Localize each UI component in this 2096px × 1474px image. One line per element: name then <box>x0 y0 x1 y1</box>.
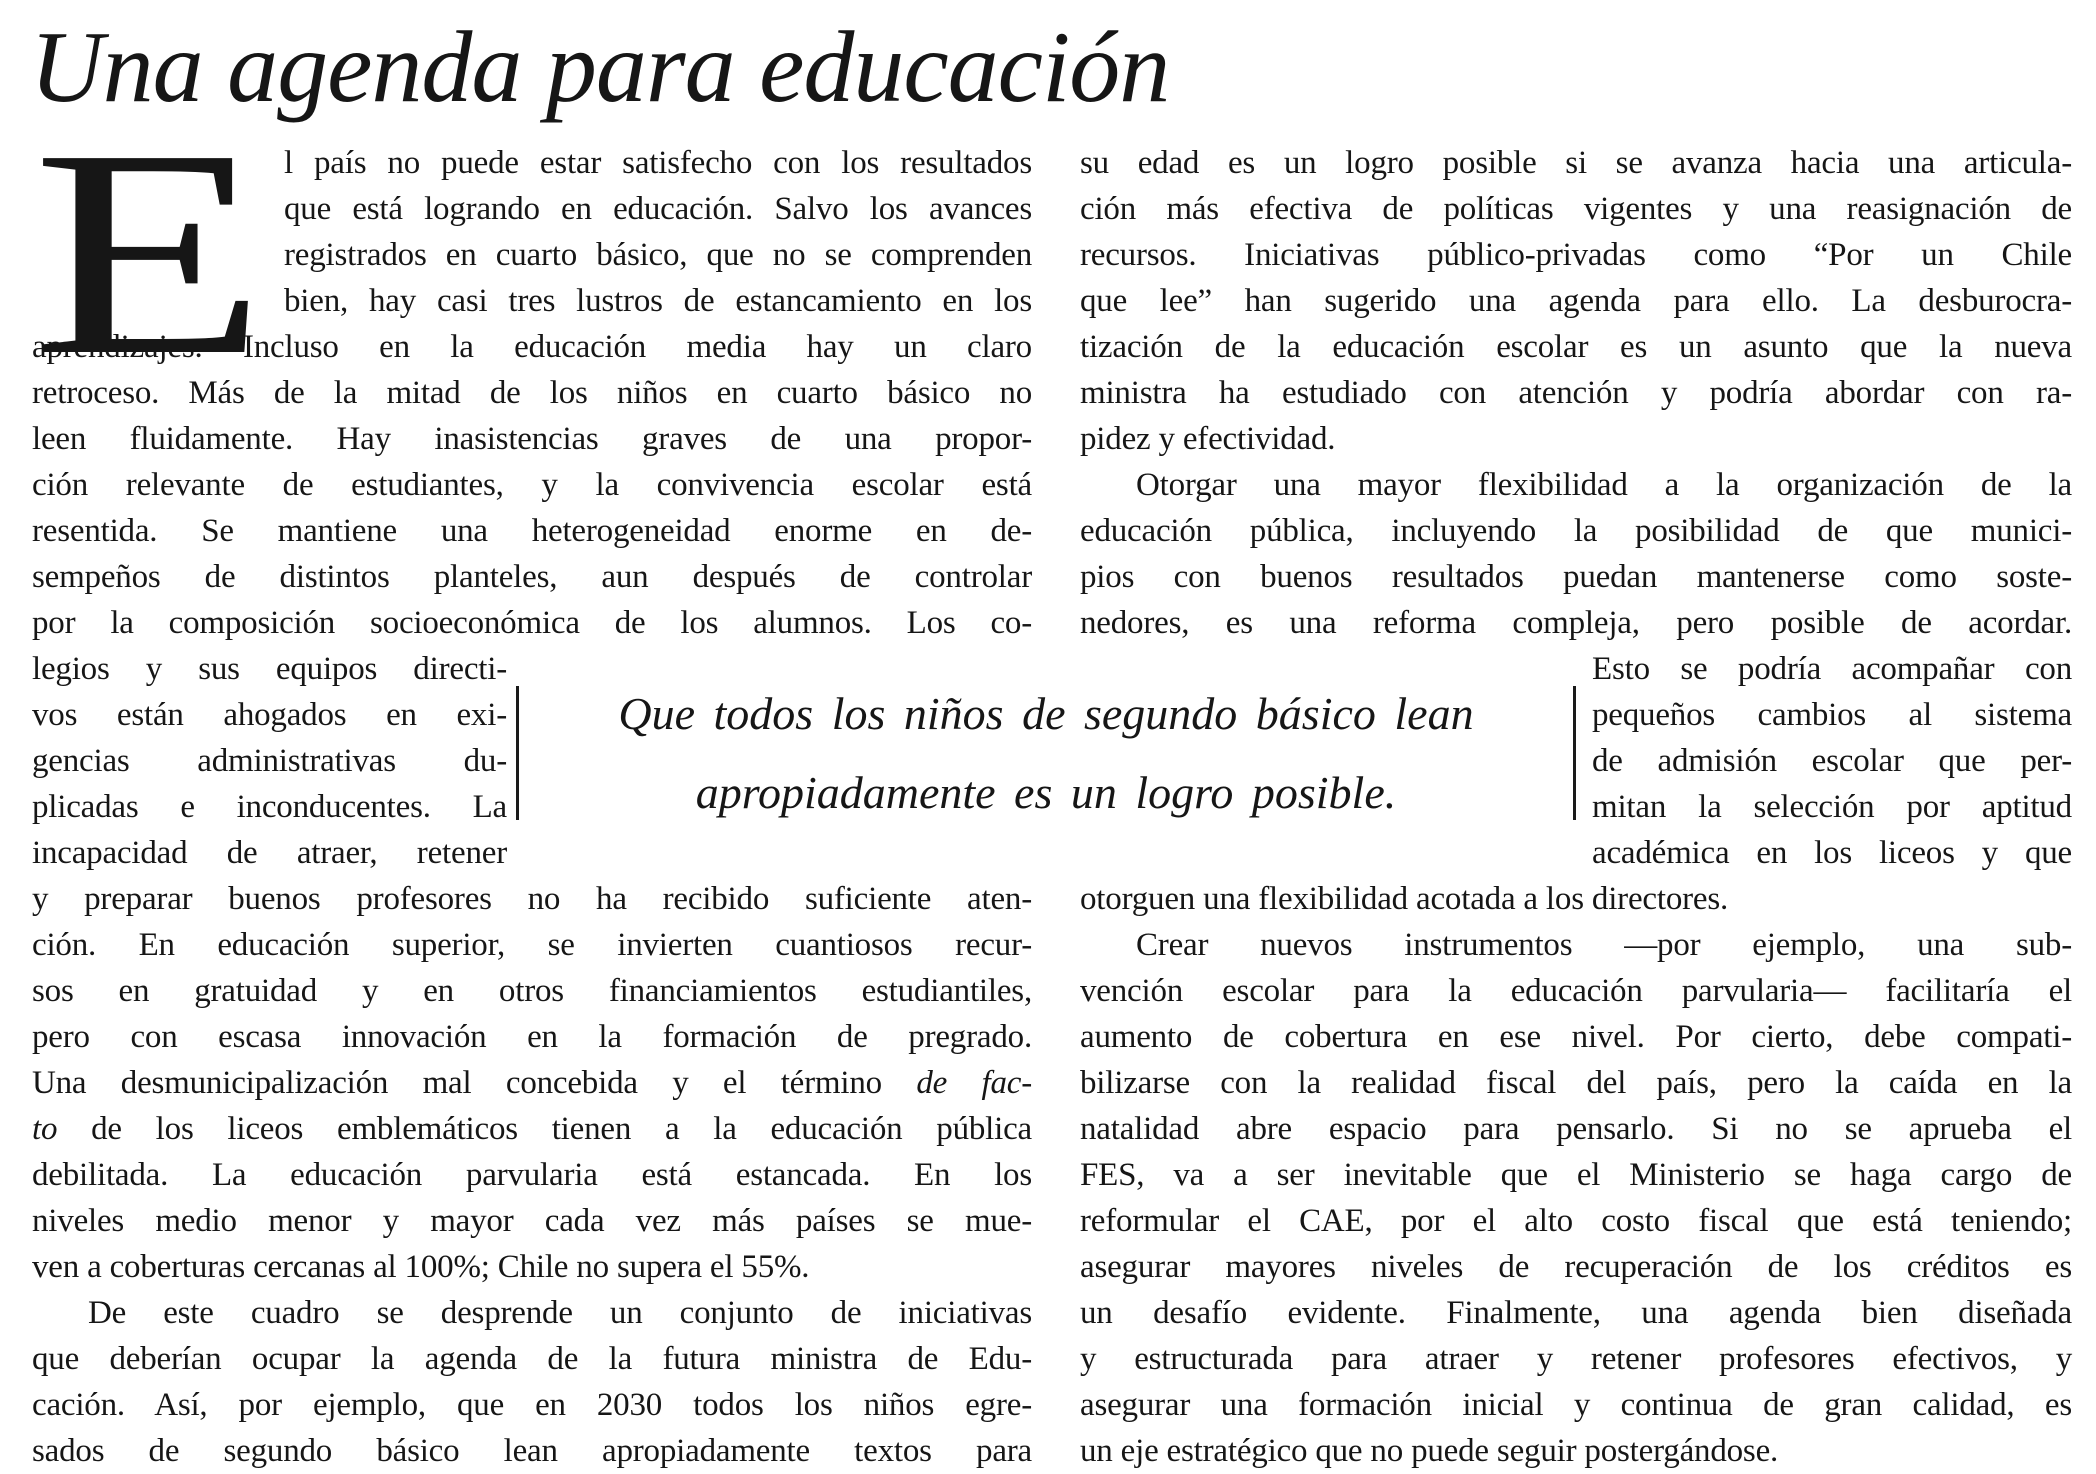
text-line: De este cuadro se desprende un conjunto de iniciativas <box>88 1295 1032 1331</box>
text-line: ción más efectiva de políticas vigentes y una reasignación de <box>1080 191 2072 227</box>
text-line: vención escolar para la educación parvularia— facilitaría el <box>1080 973 2072 1009</box>
text-line: ción relevante de estudiantes, y la convivencia escolar está <box>32 467 1032 503</box>
text-line: niveles medio menor y mayor cada vez más países se mue- <box>32 1203 1032 1239</box>
text-line: Otorgar una mayor flexibilidad a la organización de la <box>1136 467 2072 503</box>
pull-quote <box>516 686 1576 820</box>
text-line: académica en los liceos y que <box>1592 835 2072 871</box>
text-line: ción. En educación superior, se invierten cuantiosos recur- <box>32 927 1032 963</box>
text-line: l país no puede estar satisfecho con los resultados <box>284 145 1032 181</box>
paragraph-block <box>1080 876 2072 1474</box>
text-line: apropiadamente es un logro posible. <box>695 767 1397 818</box>
text-line: sempeños de distintos planteles, aun después de controlar <box>32 559 1032 595</box>
text-line: resentida. Se mantiene una heterogeneidad enorme en de- <box>32 513 1032 549</box>
text-line: Crear nuevos instrumentos —por ejemplo, una sub- <box>1136 927 2072 963</box>
text-line: otorguen una flexibilidad acotada a los directores. <box>1080 881 1729 917</box>
text-line: registrados en cuarto básico, que no se comprenden <box>284 237 1032 273</box>
text-line: de admisión escolar que per- <box>1592 743 2072 779</box>
text-line: su edad es un logro posible si se avanza hacia una articula- <box>1080 145 2072 181</box>
text-line: Que todos los niños de segundo básico lean <box>618 688 1474 739</box>
text-line: natalidad abre espacio para pensarlo. Si no se aprueba el <box>1080 1111 2072 1147</box>
text-line: y estructurada para atraer y retener profesores efectivos, y <box>1080 1341 2072 1377</box>
text-line: un desafío evidente. Finalmente, una agenda bien diseñada <box>1080 1295 2072 1331</box>
text-line: sados de segundo básico lean apropiadamente textos para <box>32 1433 1032 1469</box>
text-line: legios y sus equipos directi- <box>32 651 507 687</box>
text-line: plicadas e inconducentes. La <box>32 789 507 825</box>
text-line: to de los liceos emblemáticos tienen a la educación pública <box>32 1111 1032 1147</box>
text-line: FES, va a ser inevitable que el Ministerio se haga cargo de <box>1080 1157 2072 1193</box>
paragraph-block-wrapped <box>32 646 507 876</box>
text-line: asegurar mayores niveles de recuperación de los créditos es <box>1080 1249 2072 1285</box>
text-line: un eje estratégico que no puede seguir postergándose. <box>1080 1433 1779 1469</box>
text-line: que lee” han sugerido una agenda para ello. La desburocra- <box>1080 283 2072 319</box>
text-line: reformular el CAE, por el alto costo fiscal que está teniendo; <box>1080 1203 2072 1239</box>
text-line: pero con escasa innovación en la formación de pregrado. <box>32 1019 1032 1055</box>
text-line: nedores, es una reforma compleja, pero posible de acordar. <box>1080 605 2072 641</box>
text-line: incapacidad de atraer, retener <box>32 835 507 871</box>
text-line: sos en gratuidad y en otros financiamientos estudiantiles, <box>32 973 1032 1009</box>
text-line: asegurar una formación inicial y continua de gran calidad, es <box>1080 1387 2072 1423</box>
drop-cap <box>32 89 284 417</box>
text-line: pidez y efectividad. <box>1080 421 1336 457</box>
article-title: Una agenda para educación <box>30 11 1170 124</box>
text-line: leen fluidamente. Hay inasistencias graves de una propor- <box>32 421 1032 457</box>
drop-cap-letter: E <box>32 89 268 417</box>
paragraph-block <box>1080 140 2072 646</box>
paragraph-block <box>32 89 1032 646</box>
text-line: ministra ha estudiado con atención y podría abordar con ra- <box>1080 375 2072 411</box>
text-line: bilizarse con la realidad fiscal del país, pero la caída en la <box>1080 1065 2072 1101</box>
text-line: gencias administrativas du- <box>32 743 507 779</box>
text-line: y preparar buenos profesores no ha recibido suficiente aten- <box>32 881 1032 917</box>
text-line: debilitada. La educación parvularia está estancada. En los <box>32 1157 1032 1193</box>
text-line: retroceso. Más de la mitad de los niños en cuarto básico no <box>32 375 1032 411</box>
text-line: que está logrando en educación. Salvo los avances <box>284 191 1032 227</box>
text-line: Una desmunicipalización mal concebida y el término de fac- <box>32 1065 1032 1101</box>
text-line: mitan la selección por aptitud <box>1592 789 2072 825</box>
text-line: educación pública, incluyendo la posibilidad de que munici- <box>1080 513 2072 549</box>
text-line: ven a coberturas cercanas al 100%; Chile no supera el 55%. <box>32 1249 810 1285</box>
text-line: tización de la educación escolar es un asunto que la nueva <box>1080 329 2072 365</box>
text-line: vos están ahogados en exi- <box>32 697 507 733</box>
text-line: aprendizajes. Incluso en la educación media hay un claro <box>32 329 1032 365</box>
text-line: bien, hay casi tres lustros de estancamiento en los <box>284 283 1032 319</box>
text-line: aumento de cobertura en ese nivel. Por cierto, debe compati- <box>1080 1019 2072 1055</box>
text-line: que deberían ocupar la agenda de la futura ministra de Edu- <box>32 1341 1032 1377</box>
text-line: por la composición socioeconómica de los alumnos. Los co- <box>32 605 1032 641</box>
paragraph-block <box>32 876 1032 1474</box>
text-line: recursos. Iniciativas público-privadas como “Por un Chile <box>1080 237 2072 273</box>
text-line: pios con buenos resultados puedan mantenerse como soste- <box>1080 559 2072 595</box>
text-line: Esto se podría acompañar con <box>1592 651 2072 687</box>
text-line: pequeños cambios al sistema <box>1592 697 2072 733</box>
paragraph-block-wrapped <box>1592 646 2072 876</box>
text-line: cación. Así, por ejemplo, que en 2030 todos los niños egre- <box>32 1387 1032 1423</box>
